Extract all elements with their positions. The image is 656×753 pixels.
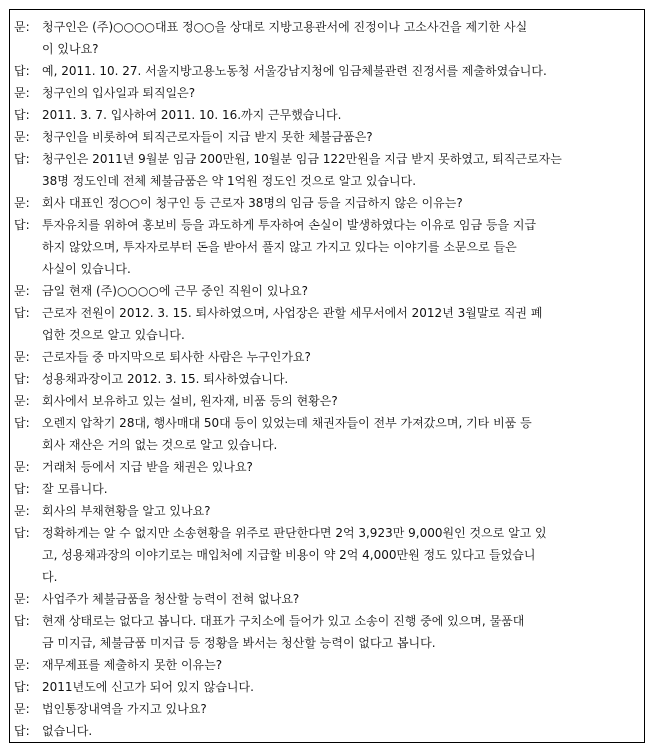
answer-entry [14, 60, 638, 82]
question-label: 문: [14, 702, 30, 716]
entry-text [42, 500, 638, 522]
answer-entry [14, 720, 638, 742]
answer-entry [14, 302, 638, 346]
answer-entry [14, 214, 638, 280]
question-label: 문: [14, 394, 30, 408]
text-line: 금 미지급, 체불금품 미지급 등 정황을 봐서는 청산할 능력이 없다고 봅니다. [42, 636, 436, 650]
text-line: 업한 것으로 알고 있습니다. [42, 328, 185, 342]
text-line: 청구인의 입사일과 퇴직일은? [42, 86, 196, 100]
text-line: 청구인은 (주)○○○○대표 정○○을 상대로 지방고용관서에 진정이나 고소사건을 제기한 사실 [42, 20, 528, 34]
answer-entry [14, 368, 638, 390]
text-line: 투자유치를 위하여 홍보비 등을 과도하게 투자하여 손실이 발생하였다는 이유로 임금 등을 지급 [42, 218, 537, 232]
answer-label: 답: [14, 680, 30, 694]
text-line: 2011년도에 신고가 되어 있지 않습니다. [42, 680, 254, 694]
text-line: 잘 모릅니다. [42, 482, 108, 496]
answer-entry [14, 148, 638, 192]
question-entry [14, 456, 638, 478]
question-entry [14, 390, 638, 412]
entry-text [42, 16, 638, 60]
entry-text [42, 654, 638, 676]
question-entry [14, 500, 638, 522]
answer-label: 답: [14, 724, 30, 738]
question-entry [14, 126, 638, 148]
question-label: 문: [14, 658, 30, 672]
answer-label: 답: [14, 152, 30, 166]
text-line: 하지 않았으며, 투자자로부터 돈을 받아서 풀지 않고 가지고 있다는 이야기를 소문으로 들은 [42, 240, 517, 254]
entry-text [42, 588, 638, 610]
answer-entry [14, 478, 638, 500]
question-label: 문: [14, 284, 30, 298]
qa-transcript [14, 16, 638, 742]
question-label: 문: [14, 350, 30, 364]
text-line: 청구인은 2011년 9월분 임금 200만원, 10월분 임금 122만원을 지급 받지 못하였고, 퇴직근로자는 [42, 152, 562, 166]
text-line: 38명 정도인데 전체 체불금품은 약 1억원 정도인 것으로 알고 있습니다. [42, 174, 417, 188]
entry-text [42, 390, 638, 412]
text-line: 회사 대표인 정○○이 청구인 등 근로자 38명의 임금 등을 지급하지 않은 이유는? [42, 196, 463, 210]
entry-text [42, 522, 638, 588]
question-entry [14, 588, 638, 610]
entry-text [42, 60, 638, 82]
answer-label: 답: [14, 64, 30, 78]
question-entry [14, 698, 638, 720]
entry-text [42, 676, 638, 698]
text-line: 오렌지 압착기 28대, 행사매대 50대 등이 있었는데 채권자들이 전부 가져갔으며, 기타 비품 등 [42, 416, 532, 430]
question-entry [14, 16, 638, 60]
entry-text [42, 126, 638, 148]
question-label: 문: [14, 86, 30, 100]
entry-text [42, 302, 638, 346]
answer-label: 답: [14, 614, 30, 628]
question-entry [14, 654, 638, 676]
text-line: 회사 재산은 거의 없는 것으로 알고 있습니다. [42, 438, 278, 452]
answer-label: 답: [14, 526, 30, 540]
answer-label: 답: [14, 306, 30, 320]
entry-text [42, 368, 638, 390]
entry-text [42, 720, 638, 742]
entry-text [42, 610, 638, 654]
answer-label: 답: [14, 372, 30, 386]
answer-entry [14, 104, 638, 126]
entry-text [42, 104, 638, 126]
question-label: 문: [14, 130, 30, 144]
answer-entry [14, 676, 638, 698]
entry-text [42, 192, 638, 214]
answer-label: 답: [14, 108, 30, 122]
entry-text [42, 214, 638, 280]
text-line: 없습니다. [42, 724, 93, 738]
text-line: 거래처 등에서 지급 받을 채권은 있나요? [42, 460, 253, 474]
entry-text [42, 148, 638, 192]
question-entry [14, 192, 638, 214]
text-line: 회사의 부채현황을 알고 있나요? [42, 504, 211, 518]
text-line: 금일 현재 (주)○○○○에 근무 중인 직원이 있나요? [42, 284, 308, 298]
entry-text [42, 412, 638, 456]
answer-label: 답: [14, 416, 30, 430]
entry-text [42, 478, 638, 500]
text-line: 이 있나요? [42, 42, 99, 56]
text-line: 근로자들 중 마지막으로 퇴사한 사람은 누구인가요? [42, 350, 311, 364]
text-line: 청구인을 비롯하여 퇴직근로자들이 지급 받지 못한 체불금품은? [42, 130, 373, 144]
question-label: 문: [14, 460, 30, 474]
entry-text [42, 346, 638, 368]
answer-entry [14, 522, 638, 588]
text-line: 재무제표를 제출하지 못한 이유는? [42, 658, 223, 672]
question-entry [14, 82, 638, 104]
entry-text [42, 698, 638, 720]
text-line: 고, 성용채과장의 이야기로는 매입처에 지급할 비용이 약 2억 4,000만원 정도 있다고 들었습니 [42, 548, 536, 562]
question-label: 문: [14, 592, 30, 606]
text-line: 다. [42, 570, 58, 584]
text-line: 성용채과장이고 2012. 3. 15. 퇴사하였습니다. [42, 372, 289, 386]
question-label: 문: [14, 196, 30, 210]
text-line: 회사에서 보유하고 있는 설비, 원자재, 비품 등의 현황은? [42, 394, 338, 408]
entry-text [42, 456, 638, 478]
question-entry [14, 280, 638, 302]
question-label: 문: [14, 504, 30, 518]
entry-text [42, 82, 638, 104]
text-line: 근로자 전원이 2012. 3. 15. 퇴사하였으며, 사업장은 관할 세무서에서 2012년 3월말로 직권 폐 [42, 306, 543, 320]
text-line: 2011. 3. 7. 입사하여 2011. 10. 16.까지 근무했습니다. [42, 108, 342, 122]
answer-label: 답: [14, 482, 30, 496]
answer-entry [14, 610, 638, 654]
answer-label: 답: [14, 218, 30, 232]
text-line: 사실이 있습니다. [42, 262, 131, 276]
text-line: 현재 상태로는 없다고 봅니다. 대표가 구치소에 들어가 있고 소송이 진행 중에 있으며, 물품대 [42, 614, 525, 628]
answer-entry [14, 412, 638, 456]
entry-text [42, 280, 638, 302]
text-line: 사업주가 체불금품을 청산할 능력이 전혀 없나요? [42, 592, 300, 606]
text-line: 법인통장내역을 가지고 있나요? [42, 702, 207, 716]
text-line: 정확하게는 알 수 없지만 소송현황을 위주로 판단한다면 2억 3,923만 9,000원인 것으로 알고 있 [42, 526, 547, 540]
text-line: 예, 2011. 10. 27. 서울지방고용노동청 서울강남지청에 임금체불관련 진정서를 제출하였습니다. [42, 64, 547, 78]
question-label: 문: [14, 20, 30, 34]
question-entry [14, 346, 638, 368]
